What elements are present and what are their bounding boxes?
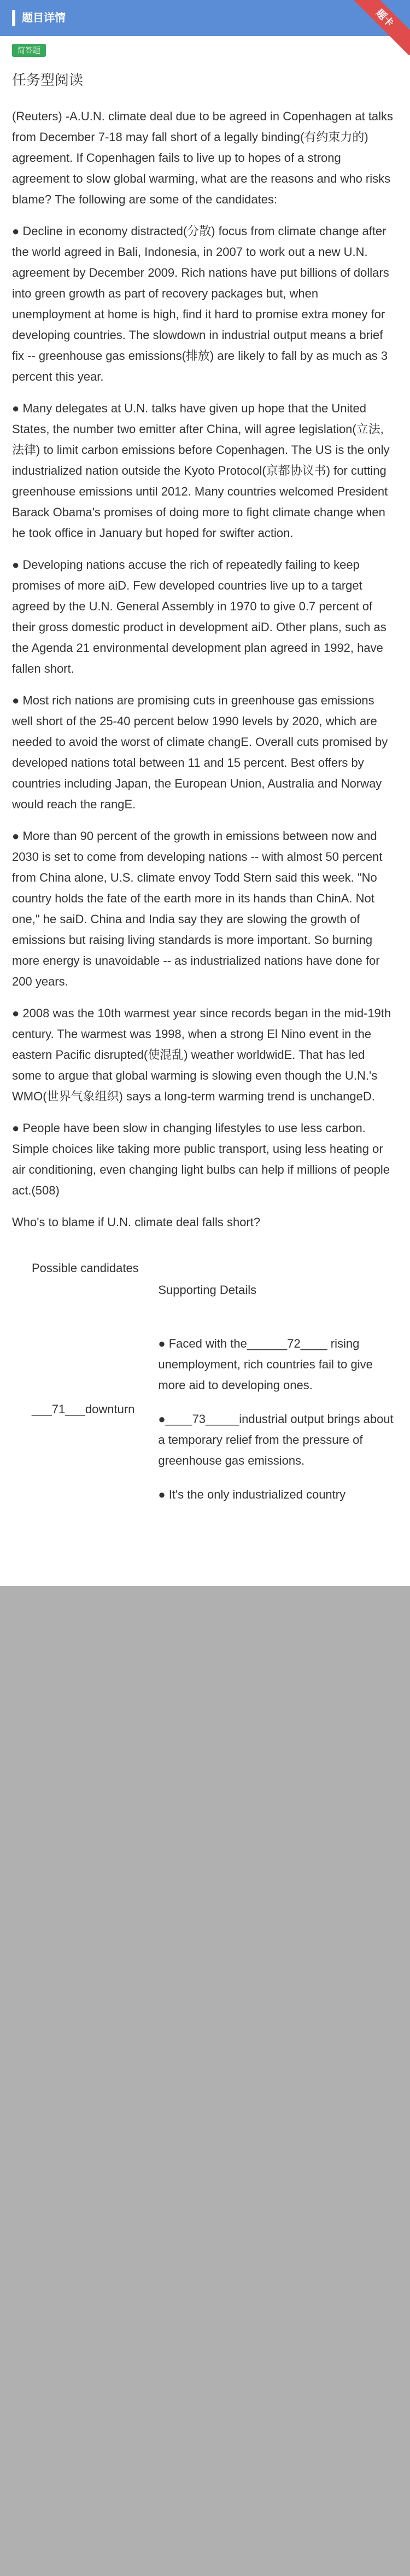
answer-table — [12, 1252, 395, 1518]
detail-item: ● It's the only industrialized country — [158, 1488, 346, 1501]
question-type-badge: 简答题 — [12, 44, 46, 57]
paragraph-economy: ● Decline in economy distracted(分散) focus from climate change after the world agreed in Bali, Indonesia, in 2007 to work out a new U.N. agreement by December 2009. Rich nations have put billions of dollars into green growth as part of recovery packages but, when unemployment at home is high, find it hard to promise extra money for developing countries. The slowdown in industrial output means a brief fix -- greenhouse gas emissions(排放) are likely to fall by as much as 3 percent this year. — [12, 224, 389, 383]
details-cell — [142, 1301, 395, 1518]
paragraph-intro: (Reuters) -A.U.N. climate deal due to be agreed in Copenhagen at talks from December 7-18 may fall short of a legally binding(有约束力的) agreement. If Copenhagen fails to live up to hopes of a strong agreement to slow global warming, what are the reasons and who risks blame? The following are some of the candidates: — [12, 109, 394, 206]
paragraph-us: ● Many delegates at U.N. talks have given up hope that the United States, the number two emitter after China, will agree legislation(立法, 法律) to limit carbon emissions before Copenhagen. The US is the only industrialized nation outside the Kyoto Protocol(京都协议书) for cutting greenhouse emissions until 2012. Many countries welcomed President Barack Obama's promises of doing more to fight climate change when he took office in January but hoped for swifter action. — [12, 401, 390, 540]
header-bar — [0, 0, 410, 36]
question-content — [12, 69, 395, 1518]
paragraph-aid: ● Developing nations accuse the rich of repeatedly failing to keep promises of more aiD. Few developed countries live up to a target agreed by the U.N. General Assembly in 1970 to give 0.7 percent of their gross domestic product in development aiD. Other plans, such as the Agenda 21 environmental development plan agreed in 1992, have fallen short. — [12, 558, 386, 675]
detail-item: ● Faced with the______72____ rising unemployment, rich countries fail to give more aid to developing ones. — [158, 1337, 373, 1392]
paragraph-developing: ● More than 90 percent of the growth in emissions between now and 2030 is set to come from developing nations -- with almost 50 percent from China alone, U.S. climate envoy Todd Stern said this week. "No country holds the fate of the earth more in its hands than ChinA. Not one," he saiD. China and India say they are slowing the growth of emissions but raising living standards is more important. So burning more energy is unavoidable -- as industrialized nations have done for 200 years. — [12, 829, 383, 988]
answer-card-ribbon[interactable]: 题卡 — [347, 0, 410, 56]
title-accent-bar — [12, 10, 15, 26]
section-title: 任务型阅读 — [12, 72, 84, 88]
candidate-cell: ___71___downturn — [32, 1402, 135, 1416]
page-title: 题目详情 — [22, 12, 66, 24]
table-header-candidates: Possible candidates — [32, 1261, 139, 1275]
modal-overlay[interactable] — [0, 1586, 410, 2576]
paragraph-lifestyle: ● People have been slow in changing lifestyles to use less carbon. Simple choices like taking more public transport, using less heating or air conditioning, even changing light bulbs can help if millions of people act.(508) — [12, 1121, 390, 1197]
detail-item: ●____73_____industrial output brings about a temporary relief from the pressure of greenhouse gas emissions. — [158, 1412, 394, 1467]
table-header-details: Supporting Details — [158, 1283, 257, 1297]
question-prompt: Who's to blame if U.N. climate deal falls short? — [12, 1215, 261, 1229]
paragraph-warming: ● 2008 was the 10th warmest year since records began in the mid-19th century. The warmest was 1998, when a strong El Nino event in the eastern Pacific disrupted(使混乱) weather worldwidE. That has led some to argue that global warming is slowing even though the U.N.'s WMO(世界气象组织) says a long-term warming trend is unchangeD. — [12, 1006, 391, 1103]
paragraph-cuts: ● Most rich nations are promising cuts in greenhouse gas emissions well short of the 25-40 percent below 1990 levels by 2020, which are needed to avoid the worst of climate changE. Overall cuts promised by developed nations total between 11 and 15 percent. Best offers by countries including Japan, the European Union, Australia and Norway would reach the rangE. — [12, 693, 388, 811]
